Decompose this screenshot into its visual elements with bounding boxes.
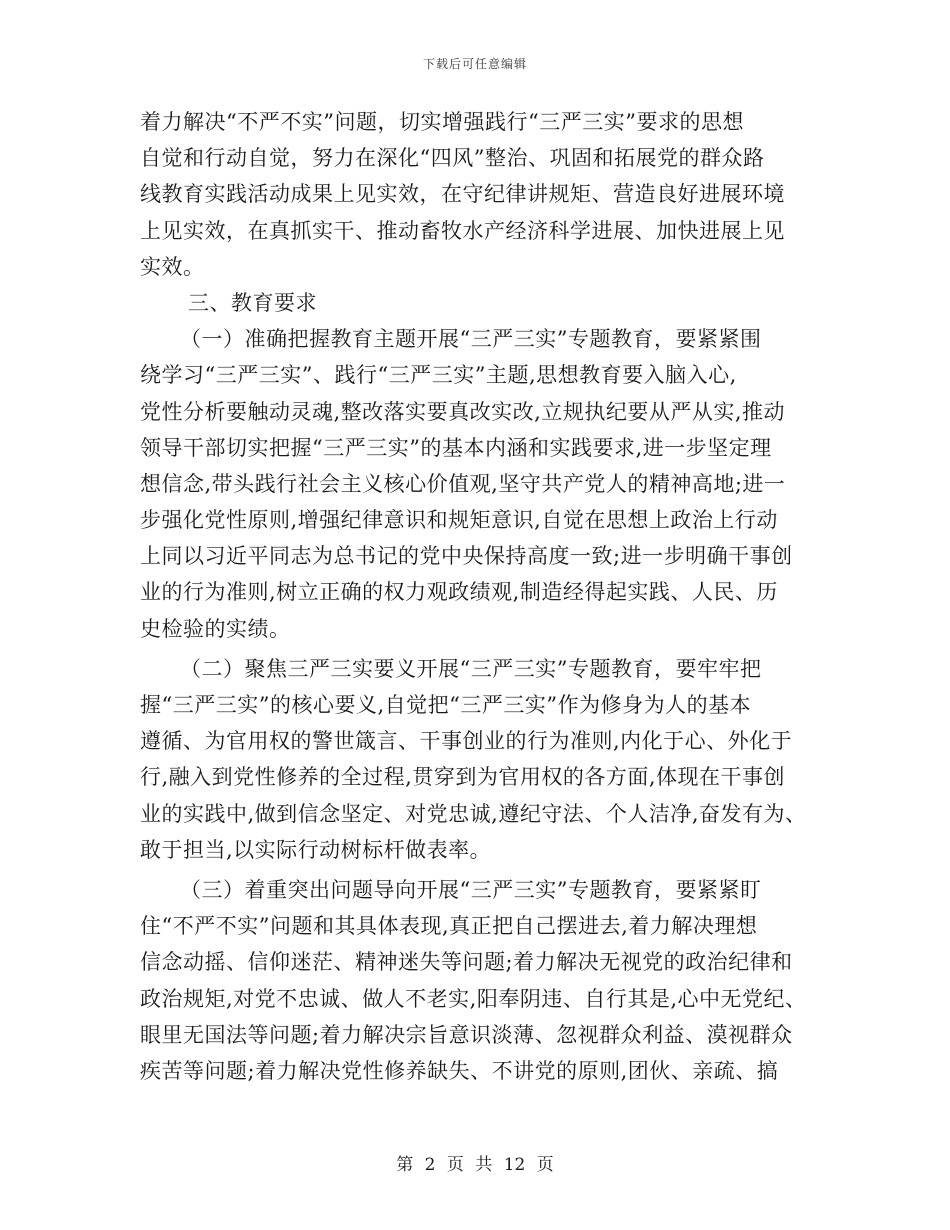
text-line: 眼里无国法等问题;着力解决宗旨意识淡薄、忽视群众利益、漠视群众 [140, 1022, 793, 1047]
text-line: （三）着重突出问题导向开展“三严三实”专题教育，要紧紧盯 [180, 877, 762, 902]
text-line: （一）准确把握教育主题开展“三严三实”专题教育，要紧紧围 [180, 327, 762, 352]
section-heading: 三、教育要求 [188, 290, 317, 315]
text-line: 实效。 [140, 254, 205, 279]
text-line: 自觉和行动自觉，努力在深化“四风”整治、巩固和拓展党的群众路 [140, 146, 765, 171]
page-number: 第 2 页 共 12 页 [396, 1155, 554, 1175]
text-line: 住“不严不实”问题和其具体表现,真正把自己摆进去,着力解决理想 [140, 914, 758, 939]
text-line: 握“三严三实”的核心要义,自觉把“三严三实”作为修身为人的基本 [140, 693, 752, 717]
text-line: 线教育实践活动成果上见实效，在守纪律讲规矩、营造良好进展环境 [140, 182, 785, 207]
text-line: 遵循、为官用权的警世箴言、干事创业的行为准则,内化于心、外化于 [140, 729, 793, 754]
text-line: （二）聚焦三严三实要义开展“三严三实”专题教育，要牢牢把 [180, 656, 762, 681]
text-line: 上见实效，在真抓实干、推动畜牧水产经济科学进展、加快进展上见 [140, 218, 785, 243]
text-line: 业的实践中,做到信念坚定、对党忠诚,遵纪守法、个人洁净,奋发有为、 [140, 801, 807, 826]
text-line: 步强化党性原则,增强纪律意识和规矩意识,自觉在思想上政治上行动 [140, 508, 778, 533]
text-line: 疾苦等问题;着力解决党性修养缺失、不讲党的原则,团伙、亲疏、搞 [140, 1058, 779, 1083]
text-line: 业的行为准则,树立正确的权力观政绩观,制造经得起实践、人民、历 [140, 580, 778, 605]
page-header-note: 下载后可任意编辑 [422, 57, 527, 71]
text-line: 信念动摇、信仰迷茫、精神迷失等问题;着力解决无视党的政治纪律和 [140, 950, 793, 975]
text-line: 行,融入到党性修养的全过程,贯穿到为官用权的各方面,体现在干事创 [140, 765, 786, 790]
text-line: 党性分析要触动灵魂,整改落实要真改实改,立规执纪要从严从实,推动 [140, 399, 786, 424]
text-line: 着力解决“不严不实”问题，切实增强践行“三严三实”要求的思想 [140, 110, 744, 134]
text-line: 史检验的实绩。 [140, 616, 291, 641]
text-line: 上同以习近平同志为总书记的党中央保持高度一致;进一步明确干事创 [140, 544, 793, 569]
text-line: 敢于担当,以实际行动树标杆做表率。 [140, 837, 492, 862]
document-body [140, 104, 820, 1089]
text-line: 领导干部切实把握“三严三实”的基本内涵和实践要求,进一步坚定理 [140, 435, 772, 460]
text-line: 政治规矩,对党不忠诚、做人不老实,阳奉阴违、自行其是,心中无党纪、 [140, 986, 807, 1011]
text-line: 绕学习“三严三实”、践行“三严三实”主题,思想教育要入脑入心, [140, 363, 737, 388]
text-line: 想信念,带头践行社会主义核心价值观,坚守共产党人的精神高地;进一 [140, 471, 786, 496]
